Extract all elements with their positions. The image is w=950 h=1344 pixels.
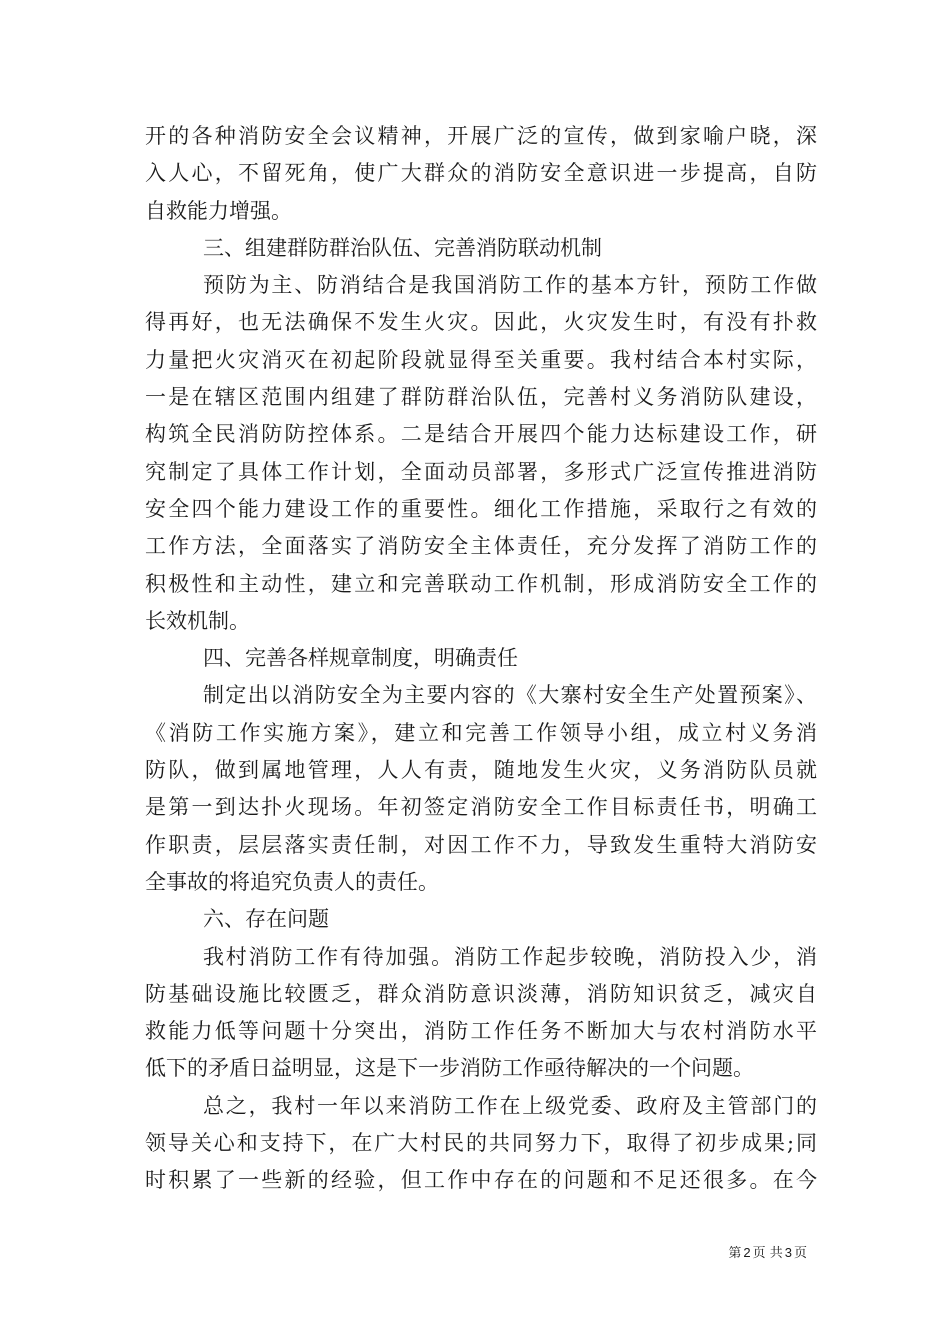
text-line: 开的各种消防安全会议精神，开展广泛的宣传，做到家喻户晓，深	[145, 124, 817, 148]
text-line: 积极性和主动性，建立和完善联动工作机制，形成消防安全工作的	[145, 571, 817, 596]
current-page-number: 2	[743, 1245, 751, 1260]
text-line: 入人心，不留死角，使广大群众的消防安全意识进一步提高，自防	[145, 161, 817, 186]
total-pages-number: 3	[784, 1245, 792, 1260]
page-footer	[0, 1242, 807, 1261]
section-heading: 六、存在问题	[203, 907, 329, 932]
text-line: 自救能力增强。	[145, 198, 292, 223]
text-line: 安全四个能力建设工作的重要性。细化工作措施，采取行之有效的	[145, 496, 817, 521]
footer-prefix: 第	[728, 1246, 742, 1261]
text-line: 领导关心和支持下，在广大村民的共同努力下，取得了初步成果;同	[145, 1131, 817, 1156]
text-line: 力量把火灾消灭在初起阶段就显得至关重要。我村结合本村实际，	[145, 347, 817, 372]
document-body	[145, 118, 817, 1200]
section-heading: 四、完善各样规章制度，明确责任	[203, 646, 518, 671]
footer-middle: 页 共	[752, 1246, 783, 1261]
text-line: 时积累了一些新的经验，但工作中存在的问题和不足还很多。在今	[145, 1168, 817, 1193]
text-line: 总之，我村一年以来消防工作在上级党委、政府及主管部门的	[203, 1093, 817, 1118]
text-line: 构筑全民消防防控体系。二是结合开展四个能力达标建设工作，研	[145, 422, 817, 447]
text-line: 得再好，也无法确保不发生火灾。因此，火灾发生时，有没有扑救	[145, 310, 817, 335]
text-line: 究制定了具体工作计划，全面动员部署，多形式广泛宣传推进消防	[145, 459, 817, 484]
text-line: 防队，做到属地管理，人人有责，随地发生火灾，义务消防队员就	[145, 758, 817, 783]
text-line: 防基础设施比较匮乏，群众消防意识淡薄，消防知识贫乏，减灾自	[145, 981, 817, 1006]
text-line: 一是在辖区范围内组建了群防群治队伍，完善村义务消防队建设，	[145, 385, 817, 410]
footer-suffix: 页	[793, 1246, 807, 1261]
text-line: 长效机制。	[145, 608, 250, 633]
text-line: 工作方法，全面落实了消防安全主体责任，充分发挥了消防工作的	[145, 534, 817, 559]
text-line: 低下的矛盾日益明显，这是下一步消防工作亟待解决的一个问题。	[145, 1056, 754, 1081]
text-line: 救能力低等问题十分突出，消防工作任务不断加大与农村消防水平	[145, 1019, 817, 1044]
text-line: 作职责，层层落实责任制，对因工作不力，导致发生重特大消防安	[145, 832, 817, 857]
text-line: 是第一到达扑火现场。年初签定消防安全工作目标责任书，明确工	[145, 795, 817, 820]
section-heading: 三、组建群防群治队伍、完善消防联动机制	[203, 235, 602, 260]
text-line: 全事故的将追究负责人的责任。	[145, 869, 439, 894]
text-line: 制定出以消防安全为主要内容的《大寨村安全生产处置预案》、	[203, 683, 817, 708]
text-line: 预防为主、防消结合是我国消防工作的基本方针，预防工作做	[203, 273, 817, 298]
text-line: 我村消防工作有待加强。消防工作起步较晚，消防投入少，消	[203, 944, 817, 969]
text-line: 《消防工作实施方案》，建立和完善工作领导小组，成立村义务消	[145, 720, 817, 745]
